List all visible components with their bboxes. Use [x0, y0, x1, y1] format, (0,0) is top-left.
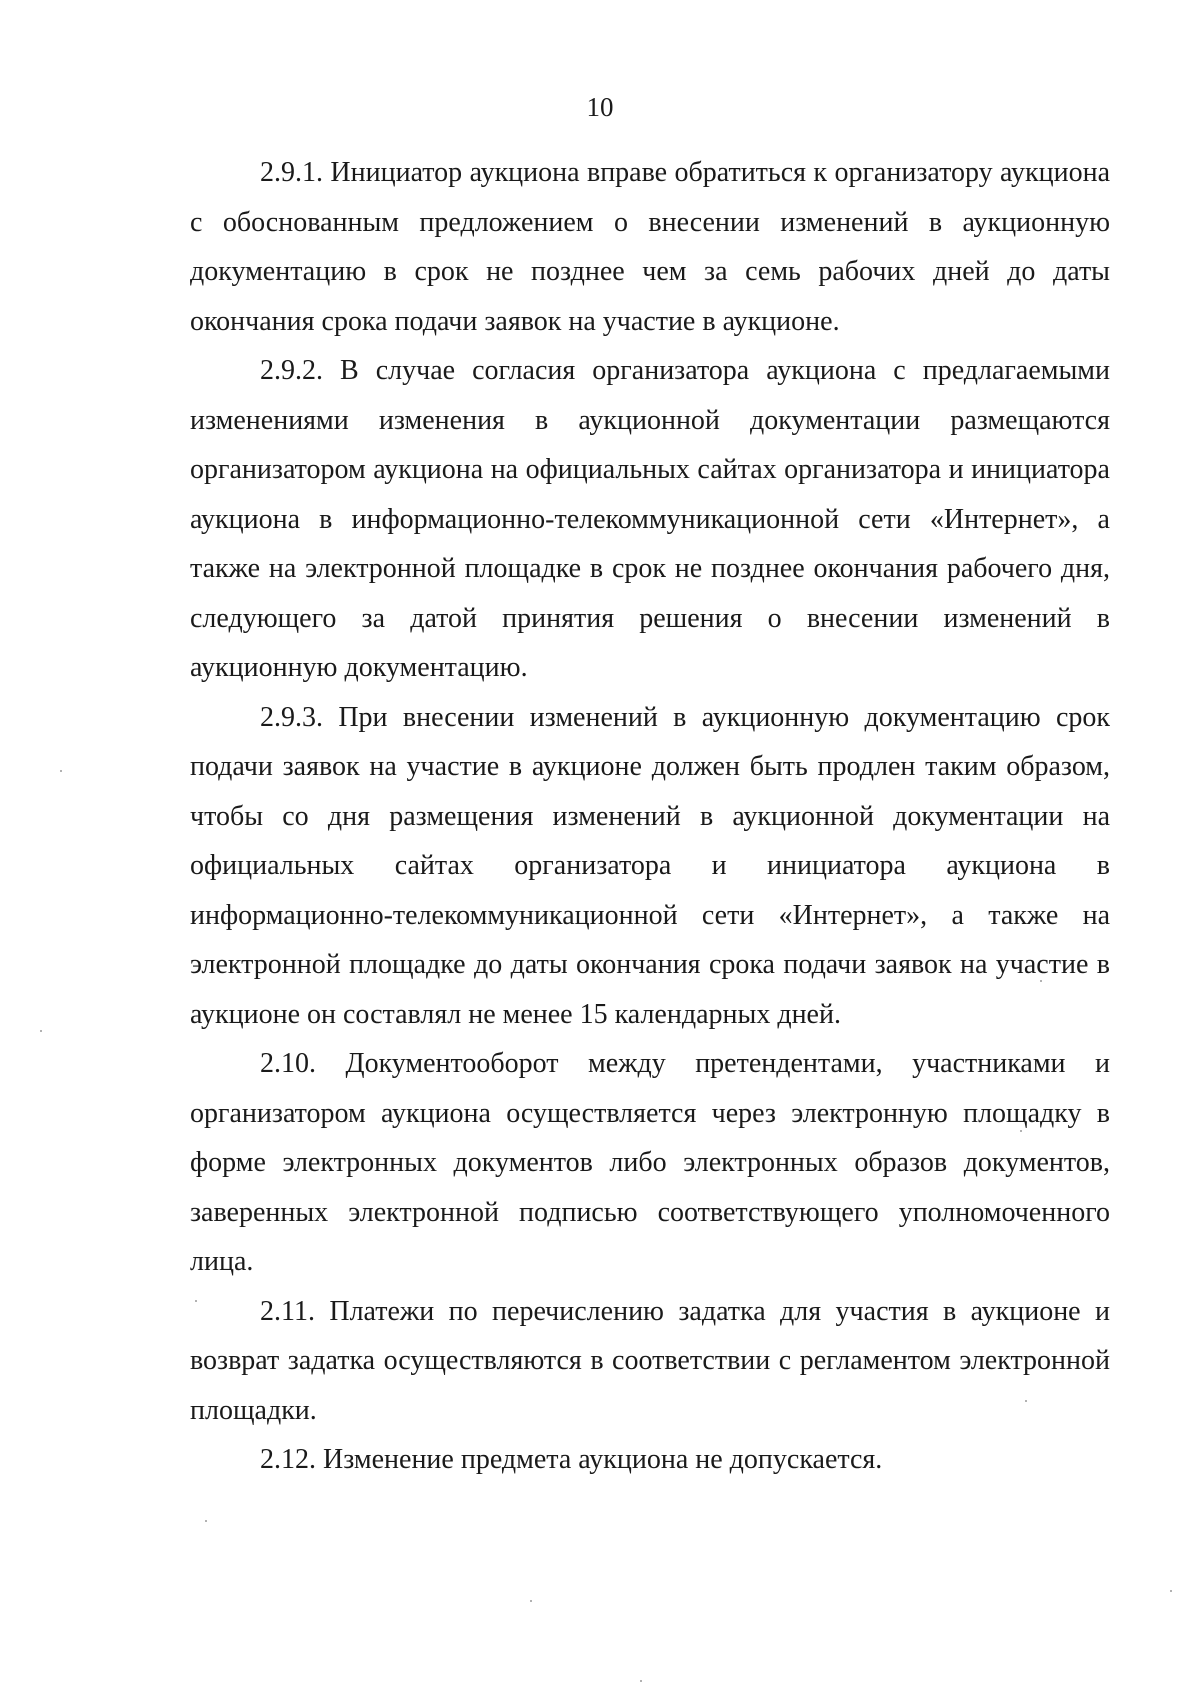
paragraph-2-10: 2.10. Документооборот между претендентами, участниками и организатором аукциона осуществляется через электронную площадку в форме электронных документов либо электронных образов документов, заверенных электронной подписью соответствующего уполномоченного лица. — [190, 1048, 1110, 1277]
paragraph-2-9-2: 2.9.2. В случае согласия организатора аукциона с предлагаемыми изменениями изменения в аукционной документации размещаются организатором аукциона на официальных сайтах организатора и инициатора аукциона в информационно-телекоммуникационной сети «Интернет», а также на электронной площадке в срок не позднее окончания рабочего дня, следующего за датой принятия решения о внесении изменений в аукционную документацию. — [190, 355, 1110, 683]
paragraph-2-9-3: 2.9.3. При внесении изменений в аукционную документацию срок подачи заявок на участие в аукционе должен быть продлен таким образом, чтобы со дня размещения изменений в аукционной документации на официальных сайтах организатора и инициатора аукциона в информационно-телекоммуникационной сети «Интернет», а также на электронной площадке до даты окончания срока подачи заявок на участие в аукционе он составлял не менее 15 календарных дней. — [190, 701, 1110, 1030]
paragraph-2-12: 2.12. Изменение предмета аукциона не допускается. — [260, 1444, 883, 1475]
page-number: 10 — [586, 92, 614, 122]
document-body — [190, 148, 1110, 1485]
paragraph-2-9-1: 2.9.1. Инициатор аукциона вправе обратиться к организатору аукциона с обоснованным предложением о внесении изменений в аукционную документацию в срок не позднее чем за семь рабочих дней до даты окончания срока подачи заявок на участие в аукционе. — [190, 157, 1110, 337]
paragraph-2-11: 2.11. Платежи по перечислению задатка для участия в аукционе и возврат задатка осуществляются в соответствии с регламентом электронной площадки. — [190, 1295, 1110, 1426]
